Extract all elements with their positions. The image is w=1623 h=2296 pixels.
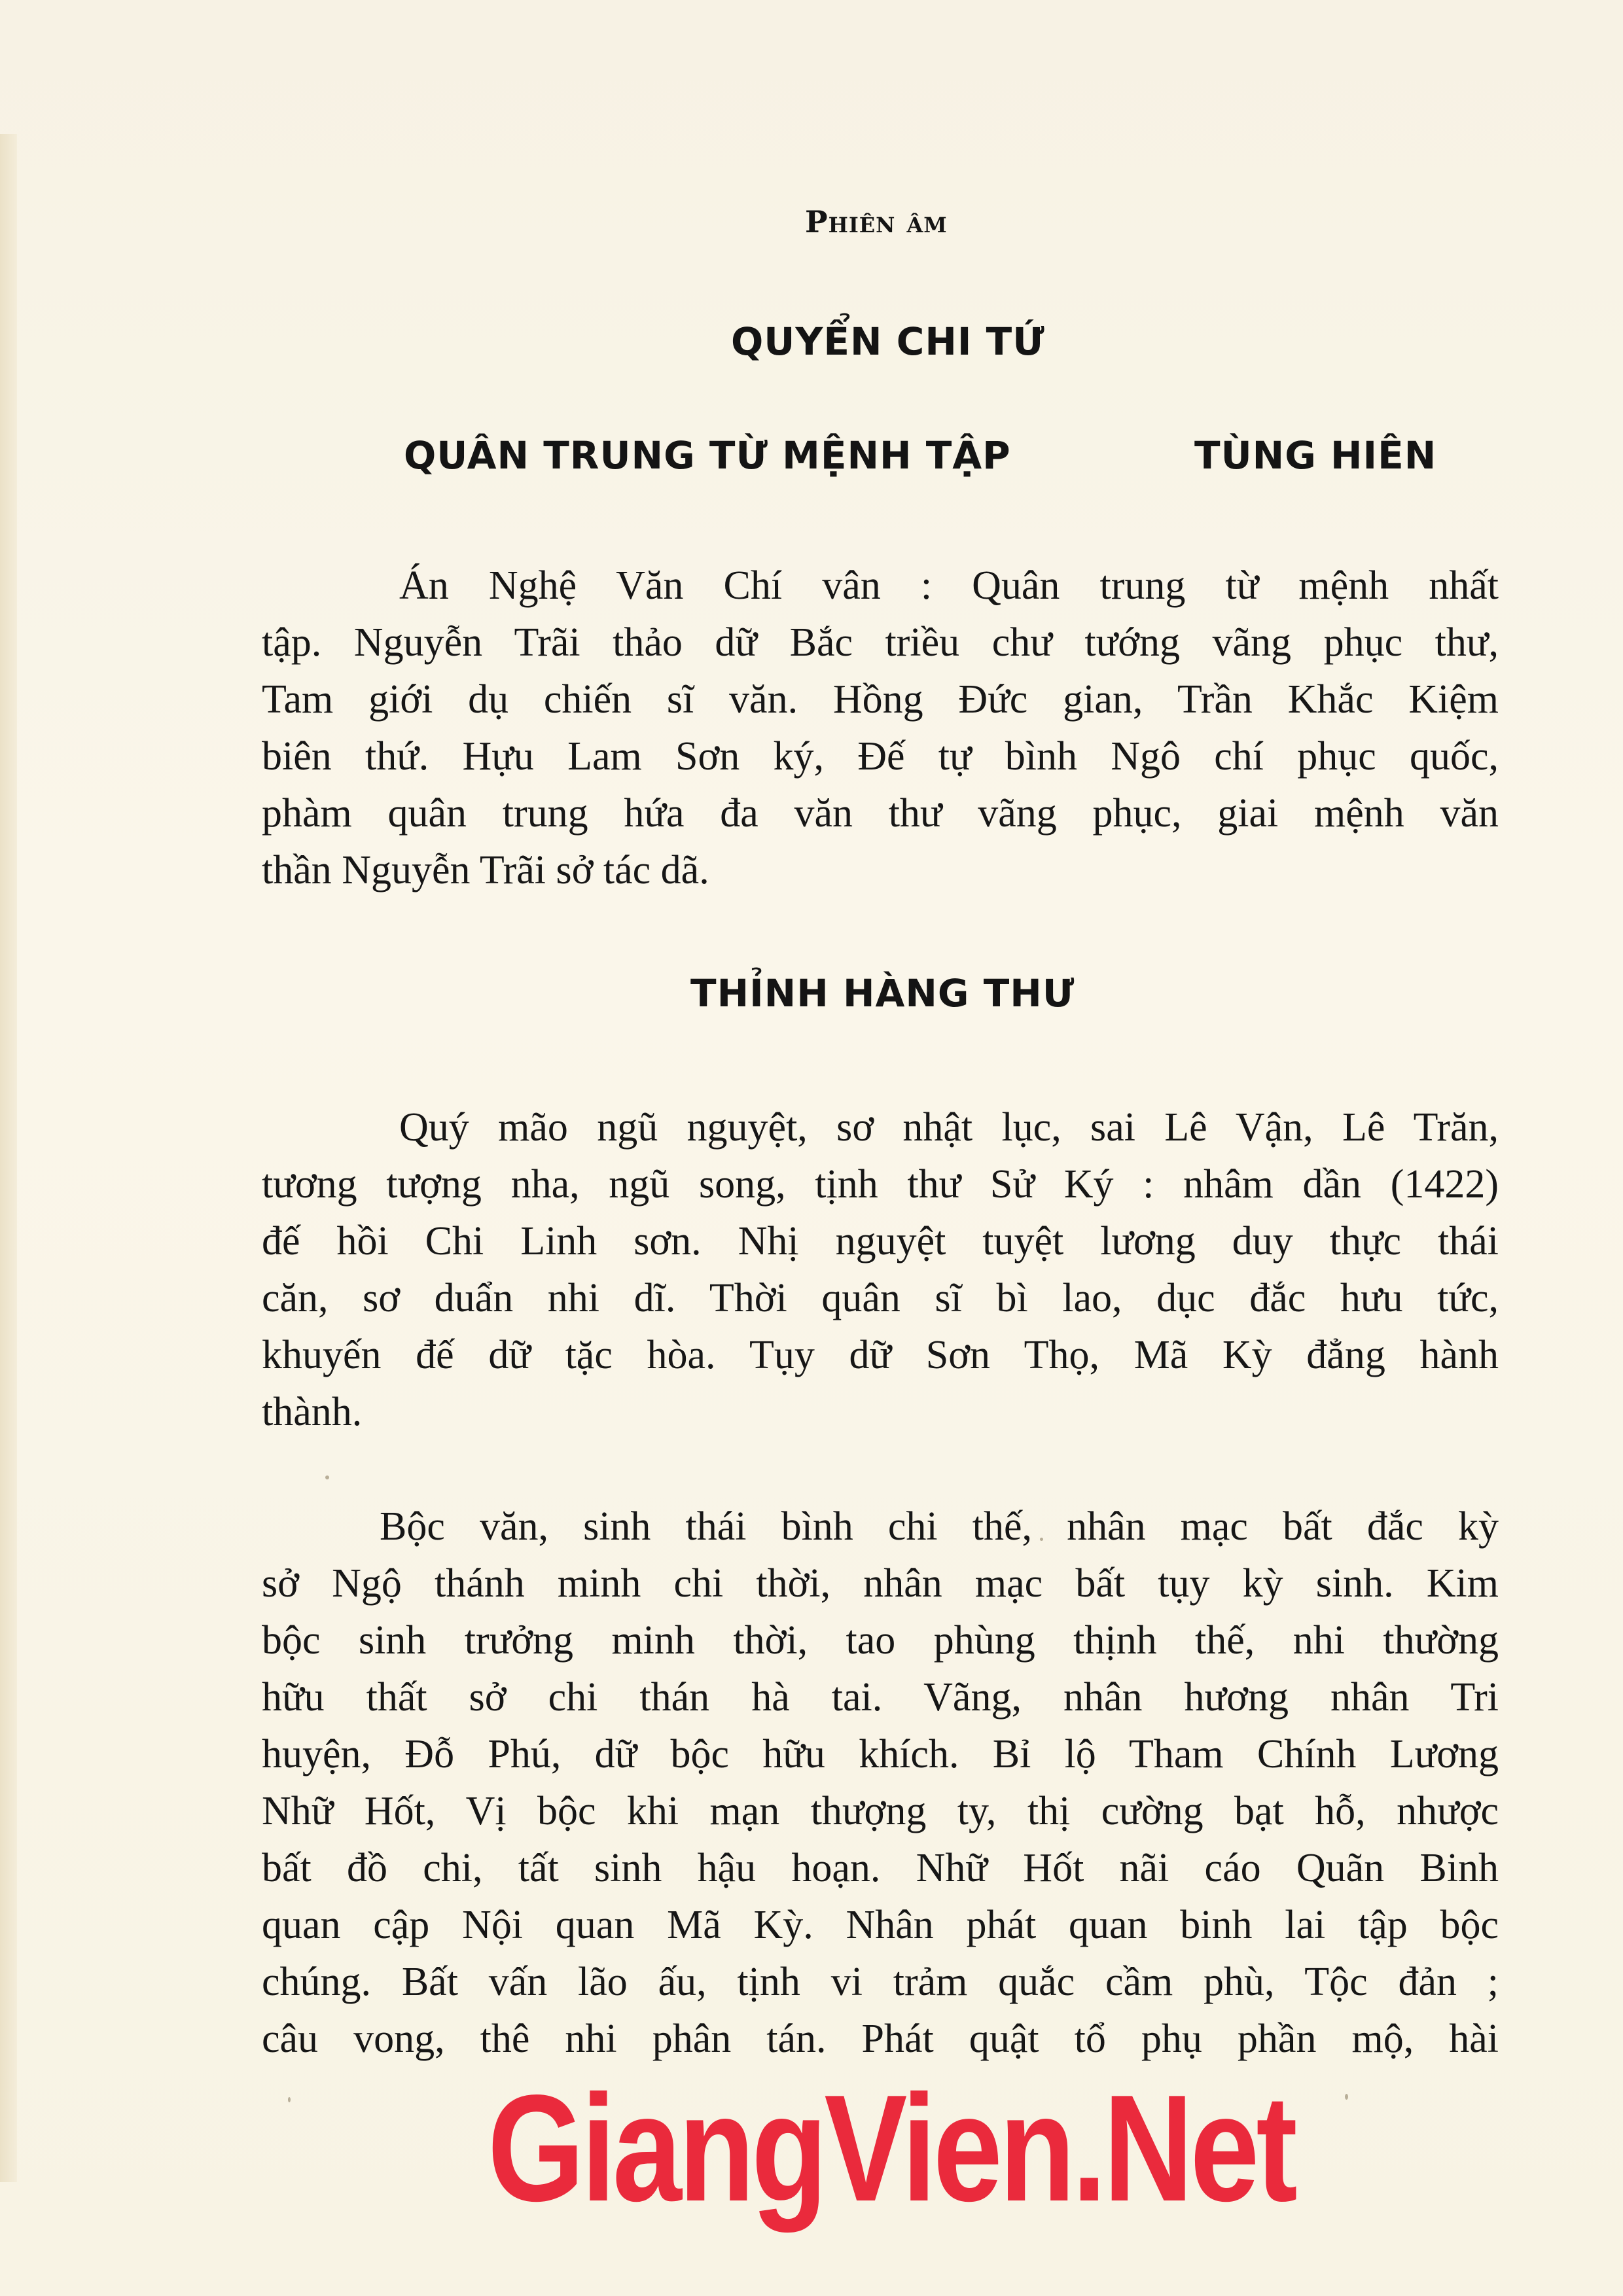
intro-line: Án Nghệ Văn Chí vân : Quân trung từ mệnh nhất <box>399 563 1499 608</box>
letter-body-line: bất đồ chi, tất sinh hậu hoạn. Nhữ Hốt nãi cáo Quãn Binh <box>262 1846 1499 1890</box>
page-binding-edge <box>0 134 17 2182</box>
letter-intro-line: căn, sơ duẩn nhi dĩ. Thời quân sĩ bì lao, dục đắc hưu tức, <box>262 1276 1499 1320</box>
intro-paragraph <box>262 557 1499 899</box>
intro-line: tập. Nguyễn Trãi thảo dữ Bắc triều chư tướng vãng phục thư, <box>262 620 1499 665</box>
letter-body-line: huyện, Đỗ Phú, dữ bộc hữu khích. Bỉ lộ Tham Chính Lương <box>262 1732 1499 1776</box>
intro-line: phàm quân trung hứa đa văn thư vãng phục, giai mệnh văn <box>262 791 1499 836</box>
letter-intro-line: Quý mão ngũ nguyệt, sơ nhật lục, sai Lê Vận, Lê Trăn, <box>399 1105 1499 1150</box>
letter-body-line: bộc sinh trưởng minh thời, tao phùng thịnh thế, nhi thường <box>262 1618 1499 1663</box>
letter-intro-line: khuyến đế dữ tặc hòa. Tụy dữ Sơn Thọ, Mã Kỳ đẳng hành <box>262 1333 1499 1377</box>
intro-line: Tam giới dụ chiến sĩ văn. Hồng Đức gian, Trần Khắc Kiệm <box>262 677 1499 722</box>
letter-intro-line: tương tượng nha, ngũ song, tịnh thư Sử Ký : nhâm dần (1422) <box>262 1162 1499 1207</box>
watermark-text: GiangVien.Net <box>488 2064 1294 2233</box>
letter-body-line: Bộc văn, sinh thái bình chi thế, nhân mạc bất đắc kỳ <box>380 1504 1499 1549</box>
volume-title: QUYỂN CHI TỨ <box>731 319 1045 364</box>
letter-body-line: quan cập Nội quan Mã Kỳ. Nhân phát quan binh lai tập bộc <box>262 1903 1499 1947</box>
letter-title: THỈNH HÀNG THƯ <box>690 971 1075 1016</box>
letter-intro-line: đế hồi Chi Linh sơn. Nhị nguyệt tuyệt lương duy thực thái <box>262 1219 1499 1263</box>
intro-line: biên thứ. Hựu Lam Sơn ký, Đế tự bình Ngô chí phục quốc, <box>262 734 1499 779</box>
intro-line: thần Nguyễn Trãi sở tác dã. <box>262 848 709 892</box>
collection-title: QUÂN TRUNG TỪ MỆNH TẬP <box>404 433 1011 478</box>
letter-intro-paragraph <box>262 1099 1499 1441</box>
letter-body-line: Nhữ Hốt, Vị bộc khi mạn thượng ty, thị cường bạt hỗ, nhược <box>262 1789 1499 1833</box>
letter-body-line: chúng. Bất vấn lão ấu, tịnh vi trảm quắc cầm phù, Tộc đản ; <box>262 1960 1499 2004</box>
section-label: Phiên âm <box>805 204 948 239</box>
letter-body-line: câu vong, thê nhi phân tán. Phát quật tổ phụ phần mộ, hài <box>262 2017 1499 2061</box>
letter-body-line: sở Ngộ thánh minh chi thời, nhân mạc bất tụy kỳ sinh. Kim <box>262 1561 1499 1606</box>
letter-body-line: hữu thất sở chi thán hà tai. Vãng, nhân hương nhân Tri <box>262 1675 1499 1720</box>
letter-intro-line: thành. <box>262 1390 363 1434</box>
edition-label: TÙNG HIÊN <box>1194 433 1437 478</box>
letter-body-paragraph <box>262 1498 1499 2068</box>
